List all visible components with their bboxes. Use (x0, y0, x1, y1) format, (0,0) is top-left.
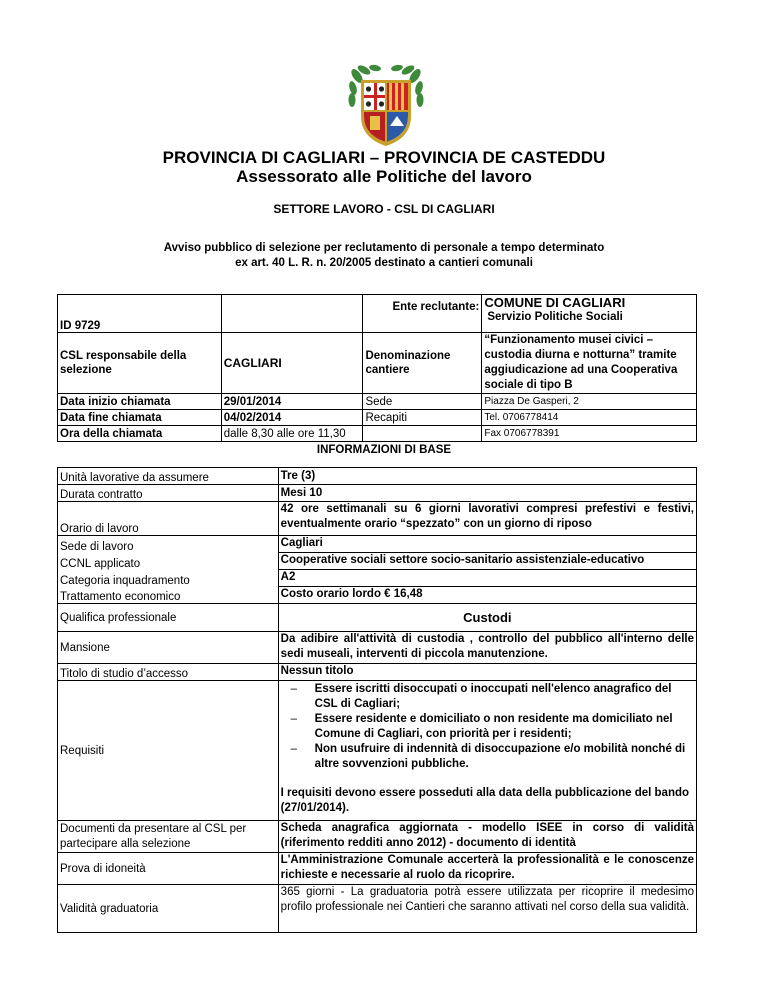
ora-value: dalle 8,30 alle ore 11,30 (221, 426, 363, 442)
mansione-value: Da adibire all'attività di custodia , controllo del pubblico all'interno delle sedi museali, interventi di piccola manutenzione. (278, 632, 696, 664)
orario-label: Orario di lavoro (58, 502, 279, 536)
ente-sub: Servizio Politiche Sociali (487, 311, 623, 323)
page-subtitle: Assessorato alle Politiche del lavoro (236, 167, 532, 186)
data-fine-value: 04/02/2014 (221, 410, 363, 426)
validita-label: Validità graduatoria (58, 885, 279, 933)
summary-table (57, 294, 697, 442)
ccnl-label: CCNL applicato (58, 553, 279, 570)
requisiti-label: Requisiti (58, 681, 279, 821)
durata-value: Mesi 10 (278, 485, 696, 502)
data-inizio-label: Data inizio chiamata (58, 394, 222, 410)
trattamento-label: Trattamento economico (58, 587, 279, 604)
sede-lavoro-value: Cagliari (278, 536, 696, 553)
orario-value: 42 ore settimanali su 6 giorni lavorativi compresi prefestivi e festivi, eventualmente orario “spezzato” con un giorno di riposo (278, 502, 696, 536)
prova-label: Prova di idoneità (58, 853, 279, 885)
id-cell: ID 9729 (58, 295, 222, 333)
tel-value: Tel. 0706778414 (482, 410, 697, 426)
requisiti-item: – Essere iscritti disoccupati o inoccupati nell'elenco anagrafico del CSL di Cagliari; (315, 682, 694, 712)
recapiti-label: Recapiti (363, 410, 482, 426)
fax-value: Fax 0706778391 (482, 426, 697, 442)
prova-value: L'Amministrazione Comunale accerterà la professionalità e le conoscenze richieste e necessarie al ruolo da ricoprire. (278, 853, 696, 885)
notice-line-2: ex art. 40 L. R. n. 20/2005 destinato a cantieri comunali (235, 257, 533, 269)
categoria-label: Categoria inquadramento (58, 570, 279, 587)
requisiti-item: – Essere residente e domiciliato o non residente ma domiciliato nel Comune di Cagliari, con priorità per i residenti; (315, 712, 694, 742)
requisiti-cell (278, 681, 696, 821)
denominazione-label: Denominazione cantiere (363, 333, 482, 394)
denominazione-value: “Funzionamento musei civici – custodia diurna e notturna” tramite aggiudicazione ad una Cooperativa sociale di tipo B (482, 333, 697, 394)
documenti-label: Documenti da presentare al CSL per partecipare alla selezione (58, 821, 279, 853)
notice-line-1: Avviso pubblico di selezione per reclutamento di personale a tempo determinato (163, 242, 605, 254)
requisiti-note: I requisiti devono essere posseduti alla data della pubblicazione del bando (27/01/2014). (280, 787, 690, 814)
csl-value: CAGLIARI (221, 333, 363, 394)
sede-value: Piazza De Gasperi, 2 (482, 394, 697, 410)
notice-heading (0, 241, 768, 271)
trattamento-value: Costo orario lordo € 16,48 (278, 587, 696, 604)
info-table (57, 467, 697, 933)
csl-label: CSL responsabile della selezione (58, 333, 222, 394)
ccnl-value: Cooperative sociali settore socio-sanitario assistenziale-educativo (278, 553, 696, 570)
sede-lavoro-label: Sede di lavoro (58, 536, 279, 553)
titolo-label: Titolo di studio d’accesso (58, 664, 279, 681)
validita-value: 365 giorni - La graduatoria potrà essere utilizzata per ricoprire il medesimo profilo professionale nei Cantieri che saranno attivati nel corso della sua validità. (278, 885, 696, 933)
unita-label: Unità lavorative da assumere (58, 468, 279, 485)
data-inizio-value: 29/01/2014 (221, 394, 363, 410)
sector-heading: SETTORE LAVORO - CSL DI CAGLIARI (273, 202, 495, 216)
categoria-value: A2 (278, 570, 696, 587)
unita-value: Tre (3) (278, 468, 696, 485)
ente-cell (482, 295, 697, 333)
ente-value: COMUNE DI CAGLIARI (484, 295, 626, 310)
data-fine-label: Data fine chiamata (58, 410, 222, 426)
page-title: PROVINCIA DI CAGLIARI – PROVINCIA DE CASTEDDU (162, 148, 606, 167)
documenti-value: Scheda anagrafica aggiornata - modello ISEE in corso di validità (riferimento redditi anno 2012) - documento di identità (278, 821, 696, 853)
provincia-crest-icon (347, 64, 425, 148)
ente-label: Ente reclutante: (363, 295, 482, 333)
section-title: INFORMAZIONI DI BASE (316, 444, 452, 456)
mansione-label: Mansione (58, 632, 279, 664)
qualifica-label: Qualifica professionale (58, 604, 279, 632)
empty-cell (363, 426, 482, 442)
titolo-value: Nessun titolo (278, 664, 696, 681)
sede-label: Sede (363, 394, 482, 410)
requisiti-list (281, 682, 694, 772)
requisiti-item: – Non usufruire di indennità di disoccupazione e/o mobilità nonché di altre sovvenzioni pubbliche. (315, 742, 694, 772)
empty-cell (221, 295, 363, 333)
durata-label: Durata contratto (58, 485, 279, 502)
qualifica-value: Custodi (278, 604, 696, 632)
ora-label: Ora della chiamata (58, 426, 222, 442)
